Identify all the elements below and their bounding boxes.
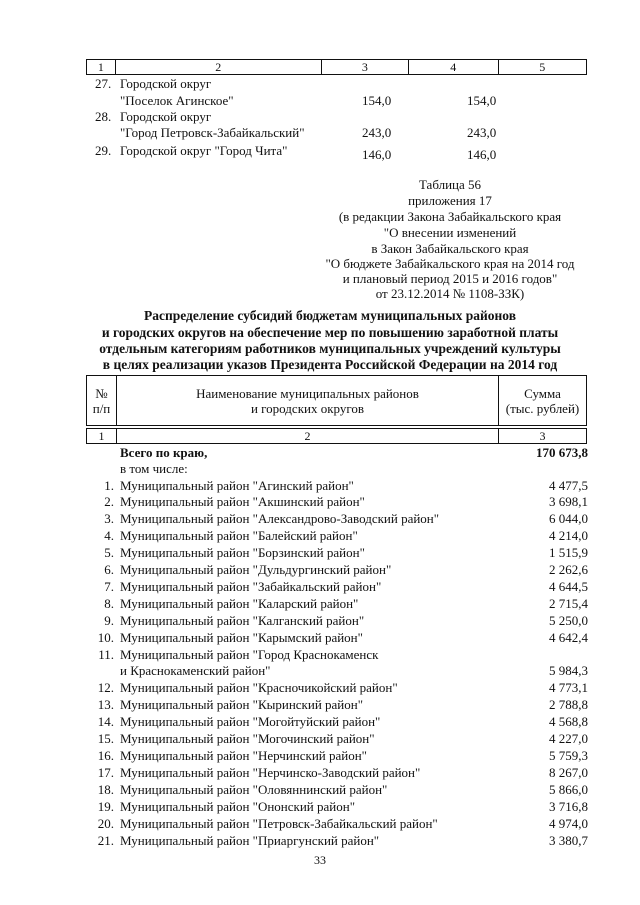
prev-col-5: 5 (539, 60, 546, 74)
header-num: № п/п (92, 386, 111, 416)
table-row: 19. Муниципальный район "Ононский район" 3 716,8 (97, 799, 588, 814)
table-row: 13. Муниципальный район "Кыринский район" 2 788,8 (97, 697, 588, 712)
note-line: Таблица 56 (418, 177, 482, 192)
table-row: 2. Муниципальный район "Акшинский район" 3 698,1 (104, 494, 588, 509)
main-table-header (86, 375, 587, 426)
table-row: 21. Муниципальный район "Приаргунский район" 3 380,7 (97, 833, 588, 848)
prev-col-2: 2 (116, 60, 322, 74)
table-row: 20. Муниципальный район "Петровск-Забайкальский район" 4 974,0 (97, 816, 588, 831)
table-row: 9. Муниципальный район "Калганский район" 5 250,0 (104, 613, 588, 628)
note-line: (в редакции Закона Забайкальского края (338, 209, 562, 224)
header-sum: Сумма (тыс. рублей) (505, 386, 580, 416)
table-row: 11. Муниципальный район "Город Краснокаменск (98, 647, 379, 662)
note-line: "О бюджете Забайкальского края на 2014 год (325, 256, 575, 271)
note-line: и плановый период 2015 и 2016 годов" (342, 271, 558, 286)
table-row-continuation: и Краснокаменский район" 5 984,3 (120, 663, 588, 678)
table-row: 14. Муниципальный район "Могойтуйский район" 4 568,8 (97, 714, 588, 729)
table-row: 17. Муниципальный район "Нерчинско-Заводский район" 8 267,0 (97, 765, 588, 780)
table-row: 10. Муниципальный район "Карымский район" 4 642,4 (97, 630, 588, 645)
page-number: 33 (314, 853, 326, 867)
total-row: Всего по краю, 170 673,8 (120, 445, 588, 460)
table-row: 12. Муниципальный район "Красночикойский район" 4 773,1 (97, 680, 588, 695)
table-row: 18. Муниципальный район "Оловяннинский район" 5 866,0 (97, 782, 588, 797)
prev-table-header (86, 59, 587, 75)
prev-col-3: 3 (322, 60, 409, 74)
title-line: и городских округов на обеспечение мер по повышению заработной платы (101, 325, 559, 340)
table-row: 7. Муниципальный район "Забайкальский район" 4 644,5 (104, 579, 588, 594)
table-row: 6. Муниципальный район "Дульдургинский район" 2 262,6 (104, 562, 588, 577)
table-row: 4. Муниципальный район "Балейский район" 4 214,0 (104, 528, 588, 543)
note-line: приложения 17 (408, 193, 492, 208)
title-line: Распределение субсидий бюджетам муниципальных районов (143, 308, 517, 323)
main-table-column-numbers: 1 2 3 (86, 428, 587, 444)
header-name: Наименование муниципальных районов и городских округов (196, 386, 419, 416)
table-row: 5. Муниципальный район "Борзинский район" 1 515,9 (104, 545, 588, 560)
note-line: от 23.12.2014 № 1108-ЗЗК) (375, 286, 525, 301)
table-row: 3. Муниципальный район "Александрово-Заводский район" 6 044,0 (104, 511, 588, 526)
table-row: 15. Муниципальный район "Могочинский район" 4 227,0 (97, 731, 588, 746)
prev-col-1: 1 (87, 60, 116, 74)
prev-col-4: 4 (409, 60, 498, 74)
including-row: в том числе: (120, 461, 188, 476)
title-line: в целях реализации указов Президента Российской Федерации на 2014 год (102, 357, 558, 372)
table-row: 8. Муниципальный район "Каларский район" 2 715,4 (104, 596, 588, 611)
note-line: "О внесении изменений (383, 225, 517, 240)
table-row: 16. Муниципальный район "Нерчинский район" 5 759,3 (97, 748, 588, 763)
title-line: отдельным категориям работников муниципальных учреждений культуры (99, 341, 561, 356)
note-line: в Закон Забайкальского края (371, 241, 529, 256)
table-row: 1. Муниципальный район "Агинский район" 4 477,5 (104, 478, 588, 493)
